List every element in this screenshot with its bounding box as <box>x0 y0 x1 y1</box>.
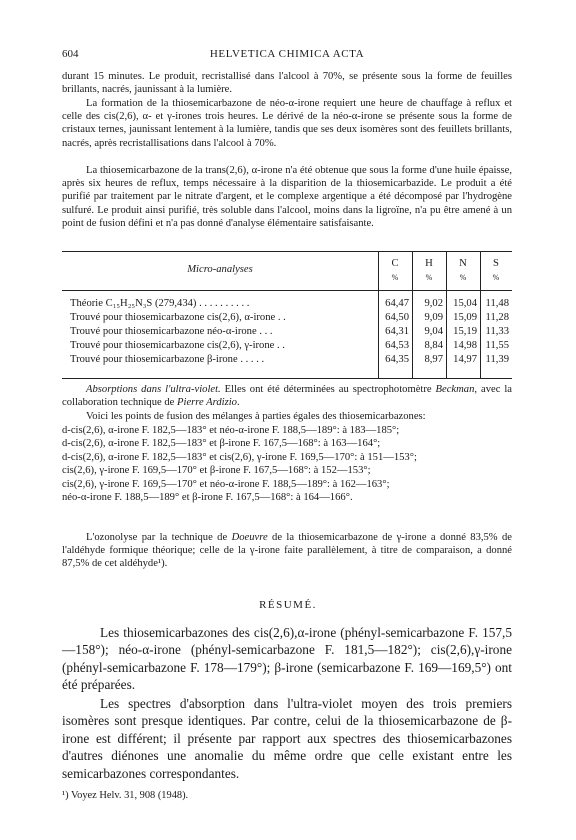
column-unit: % <box>492 273 500 282</box>
table-row <box>62 354 512 368</box>
resume-title: RÉSUMÉ. <box>259 599 317 611</box>
column-unit: % <box>425 273 433 282</box>
table-row <box>62 326 512 340</box>
column-unit: % <box>459 273 467 282</box>
table-row <box>62 298 512 312</box>
cell-h: 8,97 <box>424 354 443 365</box>
cell-h: 9,02 <box>424 298 443 309</box>
table-header <box>62 252 512 291</box>
row-label: Trouvé pour thiosemicarbazone néo-α-irone . . . <box>70 326 273 337</box>
fusion-intro: Voici les points de fusion des mélanges à parties égales des thiosemicarbazones: <box>86 411 426 422</box>
cell-s: 11,33 <box>485 326 509 337</box>
absorptions-text: Elles ont été déterminées au spectrophotomètre <box>220 384 436 395</box>
cell-h: 9,04 <box>424 326 443 337</box>
table-row <box>62 312 512 326</box>
cell-n: 15,19 <box>453 326 477 337</box>
absorptions-lead: Absorptions dans l'ultra-violet. <box>86 384 221 395</box>
cell-s: 11,28 <box>485 312 509 323</box>
cell-c: 64,47 <box>385 298 409 309</box>
list-item: néo-α-irone F. 188,5—189° et β-irone F. 167,5—168°: à 164—166°. <box>62 492 353 504</box>
resume-paragraph-2: Les spectres d'absorption dans l'ultra-violet moyen des trois premiers isomères sont presque identiques. Par contre, celui de la thiosemicarbazone de β-irone est différent; il présente par rapport aux spectres des thiosemicarbazones d'autres diénones une anomalie du même ordre que celle existant entre les semicarbazones correspondantes. <box>62 696 512 781</box>
cell-c: 64,31 <box>385 326 409 337</box>
row-label: Trouvé pour thiosemicarbazone cis(2,6), γ-irone . . <box>70 340 285 351</box>
cell-n: 14,98 <box>453 340 477 351</box>
cell-h: 8,84 <box>424 340 443 351</box>
list-item: d-cis(2,6), α-irone F. 182,5—183° et β-irone F. 167,5—168°: à 163—164°; <box>62 438 381 450</box>
cell-c: 64,35 <box>385 354 409 365</box>
column-header-n: N <box>459 258 467 269</box>
resume-paragraph-1: Les thiosemicarbazones des cis(2,6),α-irone (phényl-semicarbazone F. 157,5—158°); néo-α-irone (phényl-semicarbazone F. 181,5—182°); cis(2,6),γ-irone (phényl-semicarbazone F. 178—179°); β-irone (semicarbazone F. 169—169,5°) ont été préparées. <box>62 625 512 693</box>
column-header-c: C <box>391 258 399 269</box>
cell-c: 64,50 <box>385 312 409 323</box>
cell-c: 64,53 <box>385 340 409 351</box>
footnote: ¹) Voyez Helv. 31, 908 (1948). <box>62 790 189 801</box>
cell-n: 15,09 <box>453 312 477 323</box>
row-label: Trouvé pour thiosemicarbazone β-irone . . . . . <box>70 354 265 365</box>
cell-s: 11,39 <box>485 354 509 365</box>
row-label: Trouvé pour thiosemicarbazone cis(2,6), α-irone . . <box>70 312 286 323</box>
cell-s: 11,48 <box>485 298 509 309</box>
running-header <box>62 48 512 62</box>
absorptions-text: , avec la collaboration technique de <box>62 384 513 409</box>
cell-n: 15,04 <box>453 298 477 309</box>
instrument-name: Beckman <box>435 384 475 395</box>
paragraph-ozonolyse <box>62 531 512 571</box>
column-header-h: H <box>425 258 433 269</box>
list-item: d-cis(2,6), α-irone F. 182,5—183° et néo-α-irone F. 188,5—189°: à 183—185°; <box>62 425 400 436</box>
list-item: cis(2,6), γ-irone F. 169,5—170° et néo-α-irone F. 188,5—189°: à 162—163°; <box>62 478 390 490</box>
author-name: Doeuvre <box>231 532 268 543</box>
paragraph-formation: La formation de la thiosemicarbazone de néo-α-irone requiert une heure de chauffage à reflux et celle des cis(2,6), α- et γ-irones trois heures. Le dérivé de la néo-α-irone se présente sous la forme de cristaux ternes, jaunissant lentement à la lumière, tandis que ses deux isomères sont des feuillets brillants, nacrés, après recristallisations dans l'alcool à 70%. <box>62 98 512 149</box>
fusion-points-list <box>62 424 512 504</box>
absorptions-text: . <box>236 397 240 409</box>
column-header-s: S <box>493 258 499 269</box>
micro-analyses-table <box>62 251 512 379</box>
list-item: d-cis(2,6), α-irone F. 182,5—183° et cis(2,6), γ-irone F. 169,5—170°: à 151—153°; <box>62 451 417 463</box>
paragraph-recrystallisation: durant 15 minutes. Le produit, recristallisé dans l'alcool à 70%, se présente sous la forme de feuilles brillants, nacrés, jaunissant à la lumière. <box>62 71 512 96</box>
cell-h: 9,09 <box>424 312 443 323</box>
ozonolyse-text: L'ozonolyse par la technique de <box>86 532 232 543</box>
cell-s: 11,55 <box>485 340 509 351</box>
page-number: 604 <box>62 48 79 60</box>
paragraph-absorptions <box>62 383 512 409</box>
column-unit: % <box>391 273 399 282</box>
table-row <box>62 340 512 354</box>
row-label: Théorie C₁₅H₂₅N₃S (279,434) . . . . . . . . . . <box>70 298 250 309</box>
table-title: Micro-analyses <box>187 264 253 275</box>
list-item: cis(2,6), γ-irone F. 169,5—170° et β-irone F. 167,5—168°: à 152—153°; <box>62 465 371 477</box>
paragraph-trans-irone: La thiosemicarbazone de la trans(2,6), α-irone n'a été obtenue que sous la forme d'une huile épaisse, après six heures de reflux, temps nécessaire à la disparition de la thiosemicarbazide. Le produit a été purifié par traitement par le nitrate d'argent, et le complexe argentique a été décomposé par l'hydrogène sulfuré. Le produit ainsi purifié, très soluble dans l'alcool, moins dans la ligroïne, n'a pu être amené à un point de fusion défini et n'a pas donné d'analyse élémentaire satisfaisante. <box>62 165 512 229</box>
collaborator-name: Pierre Ardizio <box>177 397 237 409</box>
journal-name: HELVETICA CHIMICA ACTA <box>209 48 365 60</box>
ozonolyse-text: de la thiosemicarbazone de γ-irone a donné 83,5% de l'aldéhyde formique théorique; celle de la γ-irone faite parallèlement, à titre de comparaison, a donné 87,5% de cet aldéhyde¹). <box>62 532 513 570</box>
cell-n: 14,97 <box>453 354 477 365</box>
